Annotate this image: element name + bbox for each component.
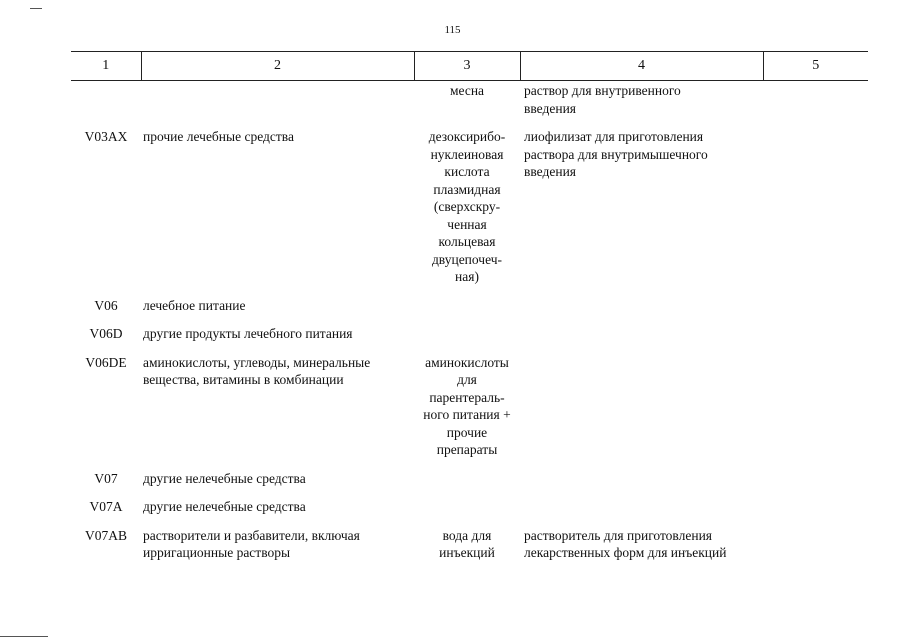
col5-cell [763,81,868,129]
table-row [71,470,868,499]
inn-cell [414,297,520,326]
inn-cell [414,325,520,354]
col5-cell [763,527,868,573]
col5-cell [763,498,868,527]
col5-cell [763,297,868,326]
atc-name-cell [141,81,414,129]
atc-name-cell: аминокислоты, углеводы, минеральные вещества, витамины в комбинации [143,354,371,387]
table-row [71,325,868,354]
scan-edge-bottom-left [0,636,48,637]
atc-code-cell: V06DE [85,354,127,370]
inn-cell: вода для инъекций [439,527,495,560]
dosage-form-cell [520,297,763,326]
header-cell-4: 4 [520,52,763,81]
header-cell-3: 3 [414,52,520,81]
header-cell-1: 1 [71,52,141,81]
atc-code-cell: V06D [89,326,123,341]
atc-code-cell: V07A [89,499,123,514]
page-number: 115 [444,24,461,36]
inn-cell: дезоксирибо- нуклеиновая кислота плазмидная (сверхскру- ченная кольцевая двуцепочеч- ная) [428,129,506,284]
dosage-form-cell [520,470,763,499]
dosage-form-cell: растворитель для приготовления лекарственных форм для инъекций [524,527,727,560]
table-row [71,297,868,326]
atc-name-cell: другие продукты лечебного питания [143,326,353,341]
inn-cell [414,470,520,499]
atc-code-cell [71,81,141,129]
col5-cell [763,128,868,297]
col5-cell [763,325,868,354]
atc-name-cell: лечебное питание [143,297,246,313]
dosage-form-cell [520,354,763,470]
dosage-form-cell [520,325,763,354]
scan-edge-top-left [30,8,42,9]
dosage-form-cell: раствор для внутривенного введения [524,83,681,116]
atc-name-cell: другие нелечебные средства [143,470,306,486]
dosage-form-cell [520,498,763,527]
table-row [71,498,868,527]
atc-code-cell: V06 [94,297,118,313]
table-header [71,52,868,81]
inn-cell [414,498,520,527]
header-row [71,52,868,81]
header-cell-5: 5 [763,52,868,81]
atc-name-cell: растворители и разбавители, включая ирригационные растворы [143,527,360,560]
table-row [71,128,868,297]
inn-cell: месна [449,83,485,98]
atc-code-cell: V03AX [84,129,128,144]
col5-cell [763,470,868,499]
inn-cell: аминокислоты для парентераль- ного питания + прочие препараты [423,354,511,457]
table-row [71,81,868,129]
col5-cell [763,354,868,470]
dosage-form-cell: лиофилизат для приготовления раствора для внутримышечного введения [524,129,708,179]
table-row [71,354,868,470]
table-body [71,81,868,573]
drug-table [71,51,868,573]
atc-name-cell: прочие лечебные средства [143,129,294,144]
atc-name-cell: другие нелечебные средства [143,499,306,514]
header-cell-2: 2 [141,52,414,81]
table-row [71,527,868,573]
atc-code-cell: V07AB [84,527,127,543]
atc-code-cell: V07 [94,470,118,486]
